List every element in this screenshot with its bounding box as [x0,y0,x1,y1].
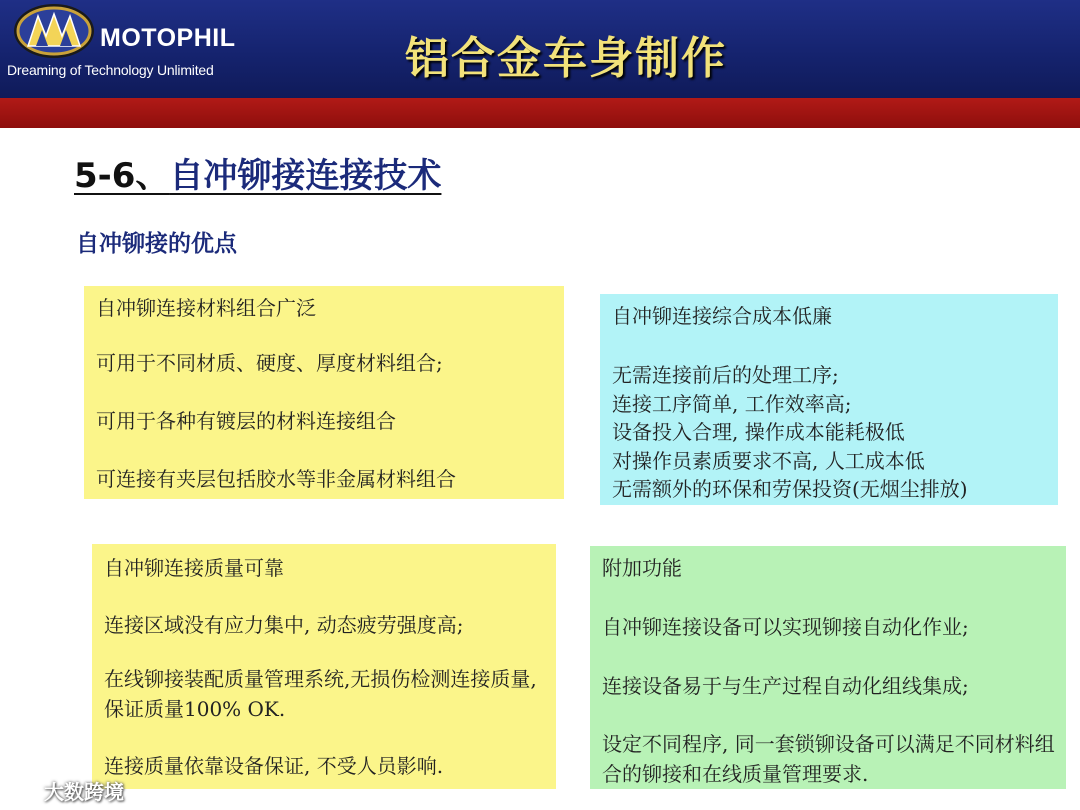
list-item: 连接设备易于与生产过程自动化组线集成; [602,674,969,698]
material-combination-box [84,286,564,499]
list-item: 无需连接前后的处理工序; [612,363,839,387]
list-item: 设备投入合理, 操作成本能耗极低 [612,420,905,444]
section-title-text: 自冲铆接连接技术 [169,156,442,196]
slide-title: 铝合金车身制作 [405,33,727,84]
list-item: 可用于不同材质、硬度、厚度材料组合; [96,351,443,375]
brand-tagline: Dreaming of Technology Unlimited [7,62,214,78]
list-item: 可连接有夹层包括胶水等非金属材料组合 [96,467,456,491]
list-item: 在线铆接装配质量管理系统,无损伤检测连接质量, 保证质量100% OK. [104,667,537,721]
red-stripe [0,98,1080,128]
box-title: 附加功能 [602,556,682,580]
watermark-logo-icon [6,783,40,805]
list-item: 连接区域没有应力集中, 动态疲劳强度高; [104,613,464,637]
brand-name: MOTOPHIL [100,24,236,52]
list-item: 自冲铆连接设备可以实现铆接自动化作业; [602,615,969,639]
list-item: 无需额外的环保和劳保投资(无烟尘排放) [612,477,968,501]
list-item: 对操作员素质要求不高, 人工成本低 [612,448,925,473]
advantages-heading: 自冲铆接的优点 [76,231,237,257]
box-title: 自冲铆连接质量可靠 [104,556,284,580]
watermark-text: 大数跨境 [44,780,124,804]
reliable-quality-box [92,544,556,789]
list-item: 连接质量依靠设备保证, 不受人员影响. [104,754,444,778]
box-title: 自冲铆连接材料组合广泛 [96,296,316,320]
list-item: 连接工序简单, 工作效率高; [612,391,852,416]
section-number: 5-6、 [74,156,170,196]
watermark [6,776,124,805]
list-item: 设定不同程序, 同一套锁铆设备可以满足不同材料组合的铆接和在线质量管理要求. [602,732,1055,786]
section-title [74,148,441,197]
list-item: 可用于各种有镀层的材料连接组合 [96,409,396,433]
additional-functions-box [590,546,1066,789]
motophil-logo [12,2,96,60]
box-title: 自冲铆连接综合成本低廉 [612,304,832,328]
low-cost-box [600,294,1058,505]
